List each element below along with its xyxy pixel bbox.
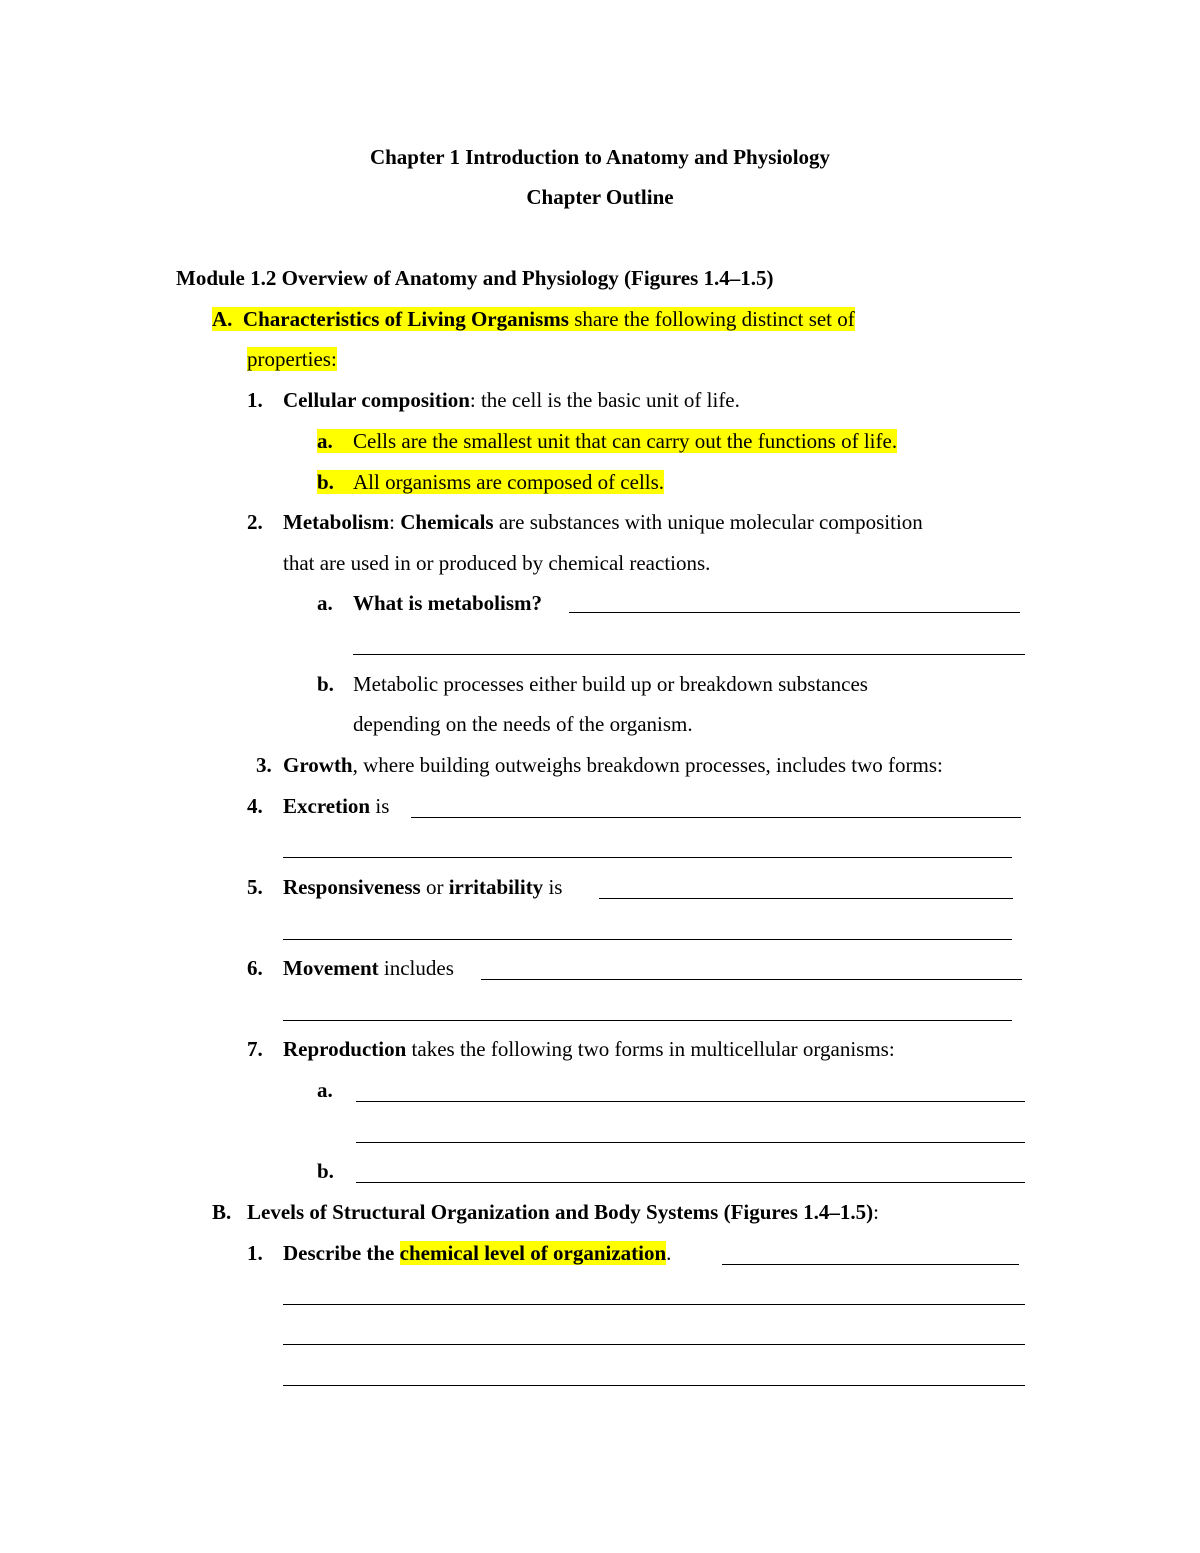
section-b-heading: B. Levels of Structural Organization and Body Systems (Figures 1.4–1.5):: [212, 1200, 879, 1224]
question-text: What is metabolism?: [353, 591, 542, 615]
answer-blank[interactable]: [356, 1142, 1025, 1143]
item-term: Cellular composition: [283, 388, 470, 412]
sub-item-label: a.: [317, 1078, 333, 1102]
section-a-label: A.: [212, 307, 233, 331]
sub-item: a. Cells are the smallest unit that can carry out the functions of life.: [317, 429, 898, 453]
page-title: Chapter 1 Introduction to Anatomy and Physiology: [369, 145, 831, 169]
sub-item-cont: depending on the needs of the organism.: [353, 712, 693, 736]
answer-blank[interactable]: [411, 817, 1021, 818]
list-item: 7. Reproduction takes the following two forms in multicellular organisms:: [247, 1037, 895, 1061]
answer-blank[interactable]: [283, 939, 1012, 940]
sub-item-label: b.: [317, 1159, 334, 1183]
answer-blank[interactable]: [356, 1182, 1025, 1183]
answer-blank[interactable]: [283, 1344, 1025, 1345]
item-number: 1.: [247, 388, 263, 412]
answer-blank[interactable]: [283, 1304, 1025, 1305]
section-a-title: Characteristics of Living Organisms: [242, 307, 569, 331]
section-b-title: Levels of Structural Organization and Body Systems (Figures 1.4–1.5): [247, 1200, 874, 1224]
list-item: 5. Responsiveness or irritability is: [247, 875, 563, 899]
answer-blank[interactable]: [722, 1264, 1019, 1265]
highlighted-term: chemical level of organization: [399, 1241, 667, 1265]
answer-blank[interactable]: [481, 979, 1022, 980]
section-a-text-cont: properties:: [247, 347, 337, 371]
section-b-label: B.: [212, 1200, 232, 1224]
answer-blank[interactable]: [283, 1385, 1025, 1386]
sub-item: b. Metabolic processes either build up or breakdown substances: [317, 672, 868, 696]
answer-blank[interactable]: [353, 654, 1025, 655]
list-item: 2. Metabolism: Chemicals are substances with unique molecular composition: [247, 510, 923, 534]
answer-blank[interactable]: [283, 1020, 1012, 1021]
section-a-heading: [212, 306, 855, 332]
list-item: 1. Describe the chemical level of organization.: [247, 1241, 672, 1265]
section-a-text: share the following distinct set of: [568, 307, 855, 331]
list-item: 6. Movement includes: [247, 956, 454, 980]
item-text: : the cell is the basic unit of life.: [469, 388, 740, 412]
answer-blank[interactable]: [356, 1101, 1025, 1102]
list-item-cont: that are used in or produced by chemical reactions.: [283, 551, 711, 575]
sub-item: a. What is metabolism?: [317, 591, 542, 615]
list-item: [247, 387, 740, 413]
module-heading: Module 1.2 Overview of Anatomy and Physiology (Figures 1.4–1.5): [176, 266, 774, 290]
answer-blank[interactable]: [283, 857, 1012, 858]
sub-item: b. All organisms are composed of cells.: [317, 470, 665, 494]
answer-blank[interactable]: [569, 612, 1020, 613]
list-item: 3. Growth, where building outweighs breakdown processes, includes two forms:: [256, 753, 943, 777]
answer-blank[interactable]: [599, 898, 1013, 899]
page-subtitle: Chapter Outline: [526, 185, 674, 209]
list-item: 4. Excretion is: [247, 794, 390, 818]
